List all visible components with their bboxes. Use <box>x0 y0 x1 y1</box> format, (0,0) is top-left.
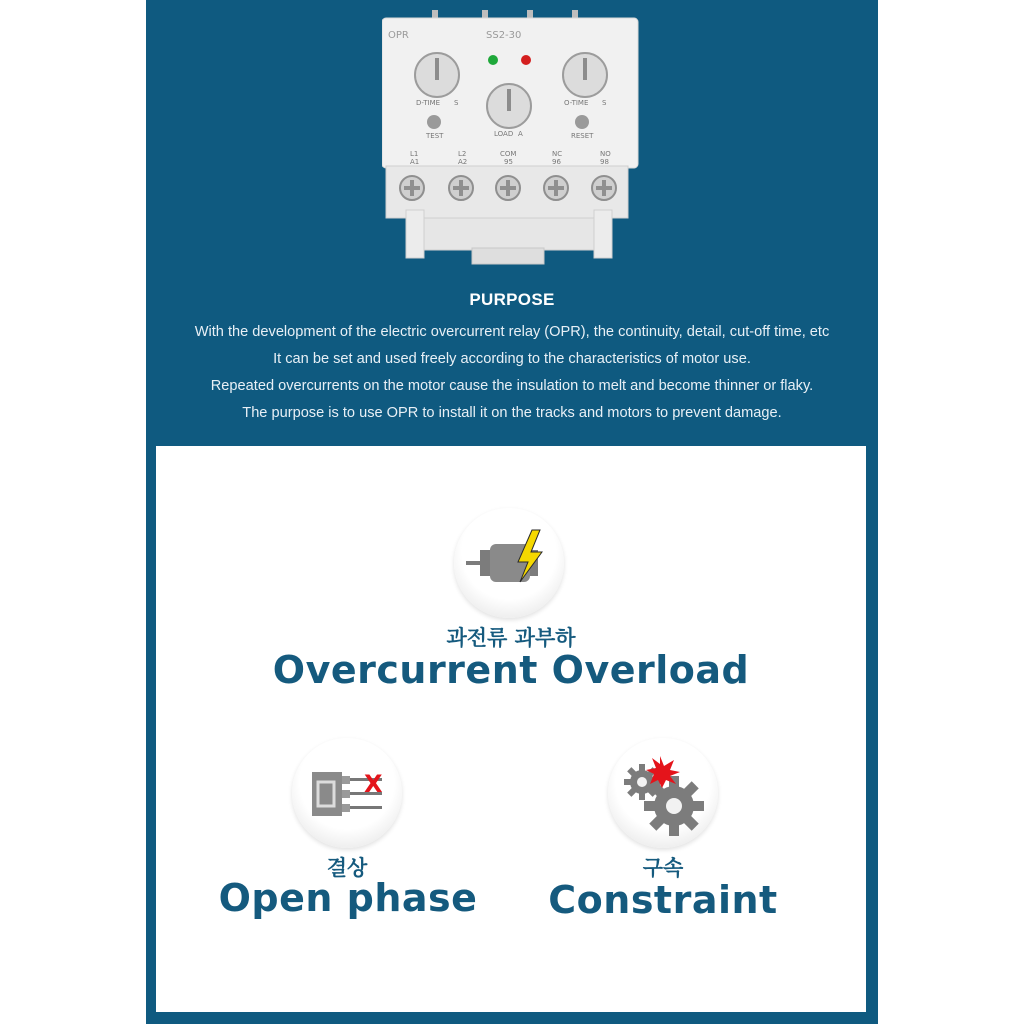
purpose-line: With the development of the electric overcurrent relay (OPR), the continuity, detail, cut-off time, etc <box>194 324 830 340</box>
device-reset-label: RESET <box>571 132 594 140</box>
purpose-line: It can be set and used freely according to the characteristics of motor use. <box>273 351 751 367</box>
svg-text:X: X <box>364 770 383 798</box>
dial-left-unit: S <box>454 99 459 107</box>
open-phase-en-label: Open phase <box>218 876 478 920</box>
purpose-line: Repeated overcurrents on the motor cause the insulation to melt and become thinner or flaky. <box>210 378 814 394</box>
dial-right-label: O-TIME <box>564 99 589 107</box>
terminal-label-top: COM <box>500 150 517 158</box>
screw-icon <box>400 176 424 200</box>
screw-icon <box>449 176 473 200</box>
terminal-label-top: L2 <box>458 150 467 158</box>
device-model: SS2-30 <box>486 30 522 41</box>
motor-lightning-icon <box>454 508 564 618</box>
screw-icon <box>592 176 616 200</box>
terminal-label-bottom: A2 <box>458 158 468 166</box>
dial-center-label: LOAD <box>494 130 514 138</box>
purpose-title: PURPOSE <box>469 290 555 309</box>
open-phase-icon <box>292 738 402 848</box>
terminal-label-bottom: 95 <box>504 158 513 166</box>
overload-en-label: Overcurrent Overload <box>272 648 750 692</box>
screw-icon <box>496 176 520 200</box>
relay-device-image <box>382 10 644 268</box>
terminal-label-top: NO <box>600 150 611 158</box>
constraint-ko-label: 구속 <box>642 856 684 880</box>
terminal-label-top: L1 <box>410 150 419 158</box>
terminal-label-bottom: A1 <box>410 158 420 166</box>
dial-center-unit: A <box>518 130 523 138</box>
dial-right-unit: S <box>602 99 607 107</box>
device-test-label: TEST <box>426 132 444 140</box>
constraint-en-label: Constraint <box>548 878 778 922</box>
dial-left-label: D-TIME <box>416 99 441 107</box>
purpose-line: The purpose is to use OPR to install it on the tracks and motors to prevent damage. <box>242 405 782 421</box>
terminal-label-bottom: 96 <box>552 158 561 166</box>
gears-icon <box>608 738 718 848</box>
terminal-label-bottom: 98 <box>600 158 609 166</box>
overload-ko-label: 과전류 과부하 <box>446 626 576 650</box>
screw-icon <box>544 176 568 200</box>
open-phase-ko-label: 결상 <box>326 856 368 880</box>
terminal-label-top: NC <box>552 150 563 158</box>
device-brand: OPR <box>388 30 409 41</box>
